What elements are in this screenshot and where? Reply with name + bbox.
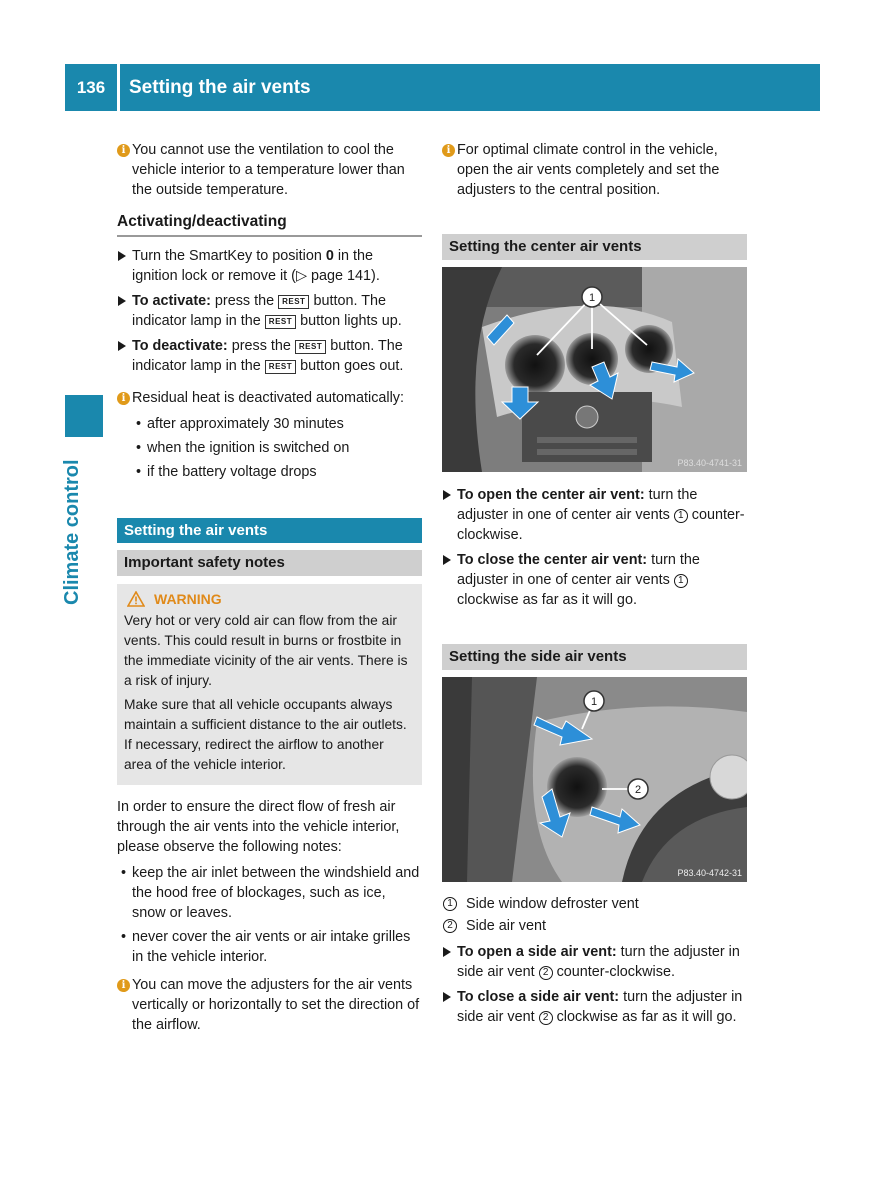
step-text: button. The indicator lamp in the	[132, 293, 386, 329]
step-text: button. The indicator lamp in the	[132, 338, 403, 374]
step-close-side-vent	[442, 987, 747, 1027]
callout-ref-2: 2	[443, 919, 457, 933]
step-text: Turn the SmartKey to position	[132, 248, 326, 264]
step-text: clockwise as far as it will go.	[552, 1009, 737, 1025]
residual-heat-list	[132, 414, 422, 482]
step-text: clockwise as far as it will go.	[457, 592, 637, 608]
left-column	[117, 140, 422, 1045]
step-position: 0	[325, 248, 334, 264]
info-text: You cannot use the ventilation to cool the vehicle interior to a temperature lower than the outside temperature.	[132, 142, 405, 198]
info-icon: i	[117, 144, 130, 157]
list-item: • keep the air inlet between the windshield and the hood free of blockages, such as ice, snow or leaves.	[117, 863, 422, 923]
step-close-center-vent	[442, 550, 747, 610]
step-text: turn the adjuster in side air vent	[457, 989, 743, 1025]
rest-key-icon: REST	[265, 360, 296, 374]
chapter-tab	[65, 395, 103, 437]
callout-ref-1: 1	[674, 509, 688, 523]
fresh-air-paragraph: In order to ensure the direct flow of fresh air through the air vents into the vehicle interior, please observe the following notes:	[117, 799, 400, 855]
legend-label: Side air vent	[466, 918, 546, 934]
side-vents-photo	[442, 677, 747, 882]
step-deactivate	[117, 336, 422, 376]
step-open-center-vent	[442, 485, 747, 545]
list-item: • if the battery voltage drops	[132, 462, 422, 482]
step-text: button goes out.	[296, 358, 404, 374]
section-bar-safety-notes: Important safety notes	[117, 550, 422, 576]
arrow-right-icon	[443, 490, 451, 500]
info-text: Residual heat is deactivated automatically:	[132, 390, 404, 406]
rest-key-icon: REST	[295, 340, 326, 354]
warning-text: Very hot or very cold air can flow from the air vents. This could result in burns or frostbite in the immediate vicinity of the air vents. There is a risk of injury.	[124, 613, 408, 688]
callout-ref-1: 1	[443, 897, 457, 911]
info-icon: i	[117, 392, 130, 405]
warning-triangle-icon	[127, 591, 145, 607]
fresh-air-list	[117, 863, 422, 967]
rest-key-icon: REST	[278, 295, 309, 309]
step-text: turn the adjuster in one of center air vents	[457, 487, 698, 523]
step-activate	[117, 291, 422, 331]
activating-heading: Activating/deactivating	[117, 212, 422, 237]
callout-ref-1: 1	[674, 574, 688, 588]
step-label: To activate:	[132, 293, 211, 309]
list-item: • never cover the air vents or air intake grilles in the vehicle interior.	[117, 927, 422, 967]
arrow-right-icon	[443, 992, 451, 1002]
arrow-right-icon	[443, 555, 451, 565]
center-vents-photo	[442, 267, 747, 472]
page-title: Setting the air vents	[129, 77, 311, 98]
arrow-right-icon	[118, 296, 126, 306]
step-label: To close a side air vent:	[457, 989, 620, 1005]
photo-code: P83.40-4742-31	[677, 868, 742, 878]
step-open-side-vent	[442, 942, 747, 982]
arrow-right-icon	[118, 341, 126, 351]
step-text: turn the adjuster in one of center air vents	[457, 552, 700, 588]
info-note-ventilation	[117, 140, 422, 200]
step-text: counter-clockwise.	[552, 964, 675, 980]
warning-heading	[124, 589, 415, 611]
list-item: • when the ignition is switched on	[132, 438, 422, 458]
info-text: You can move the adjusters for the air vents vertically or horizontally to set the direction of the airflow.	[132, 977, 420, 1033]
callout-1: 1	[588, 292, 596, 304]
header-divider	[117, 64, 120, 111]
callout-ref-2: 2	[539, 1011, 553, 1025]
legend-item	[442, 916, 747, 936]
callout-legend	[442, 894, 747, 936]
section-bar-air-vents: Setting the air vents	[117, 518, 422, 543]
step-text: in the ignition lock or remove it (▷ page 141).	[132, 248, 380, 284]
legend-label: Side window defroster vent	[466, 896, 639, 912]
callout-1: 1	[590, 696, 598, 708]
legend-item	[442, 894, 747, 914]
page-header	[65, 64, 820, 111]
step-text: button lights up.	[296, 313, 402, 329]
callout-2: 2	[634, 784, 642, 796]
arrow-right-icon	[118, 251, 126, 261]
section-bar-side-vents: Setting the side air vents	[442, 644, 747, 670]
step-text: press the	[210, 293, 279, 309]
photo-code: P83.40-4741-31	[677, 458, 742, 468]
step-label: To open a side air vent:	[457, 944, 617, 960]
warning-title: WARNING	[154, 591, 222, 607]
info-icon: i	[117, 979, 130, 992]
warning-text: Make sure that all vehicle occupants always maintain a sufficient distance to the air outlets. If necessary, redirect the airflow to another area of the vehicle interior.	[124, 697, 407, 772]
step-smartkey	[117, 246, 422, 286]
info-note-residual-heat	[117, 388, 422, 482]
callout-ref-2: 2	[539, 966, 553, 980]
step-text: press the	[227, 338, 295, 354]
rest-key-icon: REST	[265, 315, 296, 329]
page-number: 136	[76, 78, 106, 97]
step-text: turn the adjuster in side air vent	[457, 944, 740, 980]
info-icon: i	[442, 144, 455, 157]
step-label: To open the center air vent:	[457, 487, 645, 503]
section-bar-center-vents: Setting the center air vents	[442, 234, 747, 260]
info-text: For optimal climate control in the vehicle, open the air vents completely and set the adjusters to the central position.	[457, 142, 720, 198]
step-label: To close the center air vent:	[457, 552, 648, 568]
right-column	[442, 140, 747, 1032]
step-text: counter-clockwise.	[457, 507, 745, 543]
warning-box	[117, 584, 422, 785]
chapter-label: Climate control	[61, 459, 83, 605]
list-item: • after approximately 30 minutes	[132, 414, 422, 434]
info-note-adjusters	[117, 975, 422, 1035]
step-label: To deactivate:	[132, 338, 228, 354]
arrow-right-icon	[443, 947, 451, 957]
info-note-optimal-climate	[442, 140, 747, 200]
